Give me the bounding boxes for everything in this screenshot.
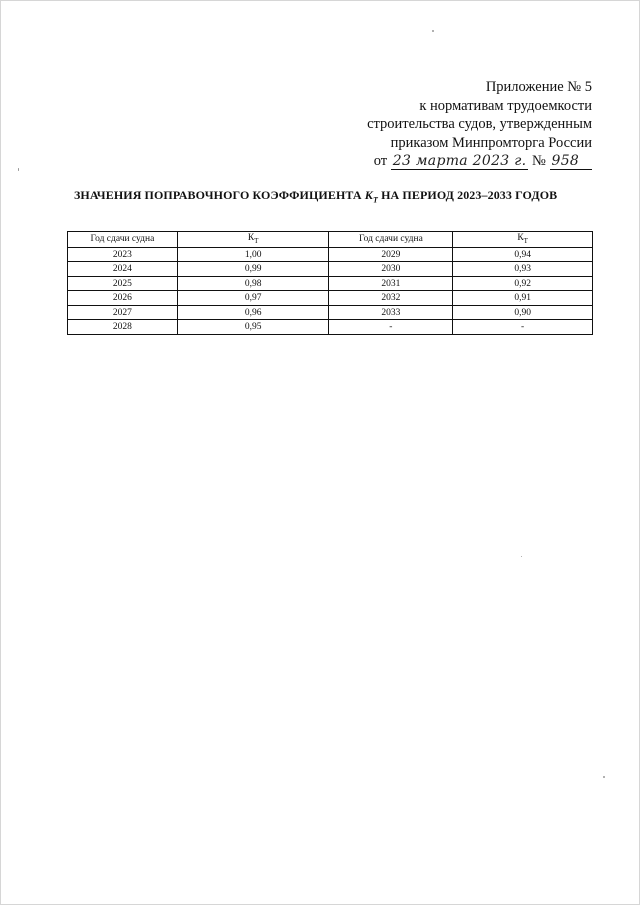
cell-kt-1: 0,95 [177,320,329,335]
cell-kt-2: 0,91 [453,291,593,306]
cell-year-2: 2032 [329,291,453,306]
cell-kt-1: 0,98 [177,276,329,291]
cell-kt-1: 0,96 [177,305,329,320]
scan-speck [432,30,434,32]
appendix-line-2: к нормативам трудоемкости [419,97,592,114]
handwritten-date: 23 марта 2023 г. [392,153,527,169]
scan-speck [603,776,605,778]
number-sign: № [532,153,546,169]
cell-year-2: - [329,320,453,335]
cell-kt-2: 0,92 [453,276,593,291]
table-row [68,276,593,291]
cell-kt-2: 0,93 [453,262,593,277]
handwritten-number: 958 [550,154,593,170]
scan-speck [18,168,19,171]
cell-year-1: 2024 [68,262,178,277]
cell-kt-1: 0,99 [177,262,329,277]
appendix-date-line [330,152,592,171]
table-row [68,247,593,262]
cell-year-1: 2023 [68,247,178,262]
appendix-number: Приложение № 5 [485,79,592,95]
table-row [68,262,593,277]
cell-kt-2: 0,90 [453,305,593,320]
header-kt-1: $К_Т$ [177,232,329,248]
header-year-2: Год сдачи судна [329,232,453,248]
cell-year-2: 2029 [329,247,453,262]
coefficient-table [67,231,593,335]
cell-year-2: 2030 [329,262,453,277]
table-row [68,291,593,306]
date-prefix: от [373,153,388,169]
cell-kt-1: 0,97 [177,291,329,306]
header-year-1: Год сдачи судна [68,232,178,248]
cell-year-2: 2031 [329,276,453,291]
cell-year-1: 2026 [68,291,178,306]
appendix-header [330,78,592,171]
document-title [74,188,584,204]
appendix-line-3: строительства судов, утвержденным [367,116,592,132]
table-header-row [68,232,593,248]
cell-kt-1: 1,00 [177,247,329,262]
cell-kt-2: - [453,320,593,335]
scan-speck [521,556,522,557]
title-k-subscript: Т [373,195,379,205]
table-row [68,320,593,335]
table-row [68,305,593,320]
cell-year-1: 2025 [68,276,178,291]
title-text-before: ЗНАЧЕНИЯ ПОПРАВОЧНОГО КОЭФФИЦИЕНТА [74,188,365,202]
cell-year-1: 2028 [68,320,178,335]
cell-year-1: 2027 [68,305,178,320]
cell-year-2: 2033 [329,305,453,320]
cell-kt-2: 0,94 [453,247,593,262]
header-kt-2: $К_Т$ [453,232,593,248]
title-text-after: НА ПЕРИОД 2023–2033 ГОДОВ [378,188,558,202]
appendix-line-4: приказом Минпромторга России [390,134,592,151]
title-k-symbol: К [364,188,374,202]
